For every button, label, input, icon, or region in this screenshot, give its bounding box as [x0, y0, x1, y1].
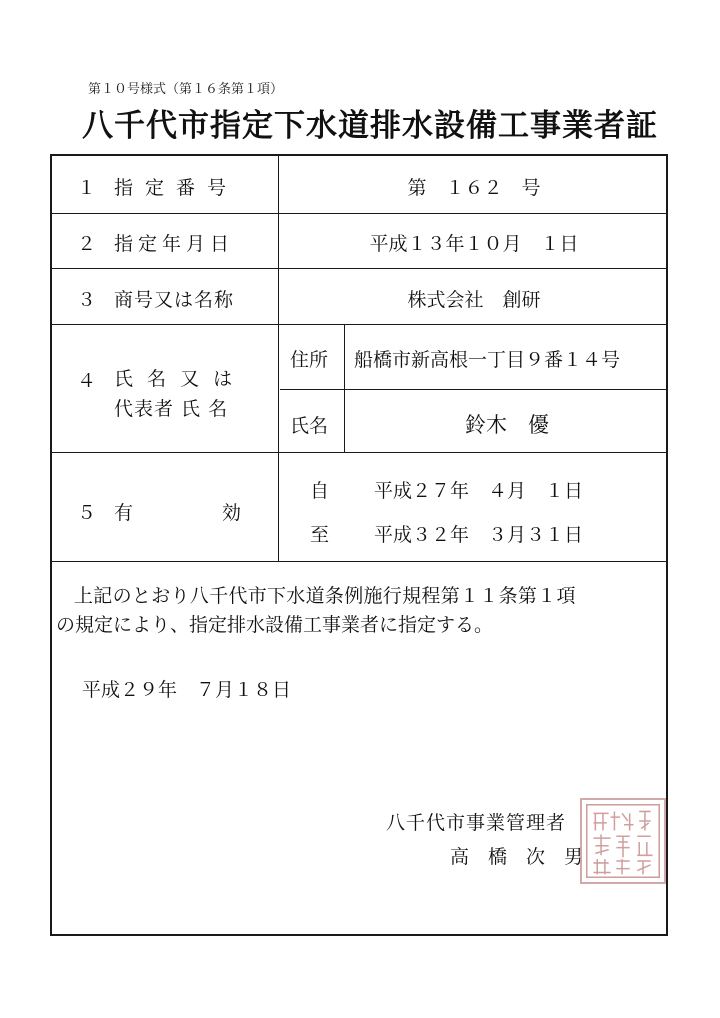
row3-label: 商号又は名称 [114, 289, 235, 311]
designation-number: 第 １６２ 号 [407, 177, 541, 199]
issuer-name: 高 橋 次 男 [450, 846, 584, 868]
designation-date: 平成１３年１０月 １日 [369, 233, 579, 255]
row-divider [52, 213, 666, 214]
column-divider [278, 156, 279, 561]
row4-label-line1: 氏 名 又 は [114, 368, 237, 390]
row-divider [52, 324, 666, 325]
company-name: 株式会社 創研 [407, 289, 541, 311]
row1-label: 指定番号 [114, 177, 239, 199]
form-number: 第１０号様式（第１６条第１項） [88, 82, 284, 97]
valid-from-label: 自 [310, 480, 330, 502]
row1-number: １ [77, 177, 97, 199]
address-value: 船橋市新高根一丁目９番１４号 [354, 349, 621, 371]
valid-from-date: 平成２７年 ４月 １日 [374, 480, 584, 502]
official-seal-icon [580, 798, 666, 884]
statement-line1: 上記のとおり八千代市下水道条例施行規程第１１条第１項 [74, 585, 576, 607]
issue-date: 平成２９年 ７月１８日 [82, 679, 292, 701]
row-divider [52, 452, 666, 453]
valid-to-label: 至 [310, 524, 330, 546]
certificate-frame [50, 154, 668, 936]
validity-label-left: 有 [114, 502, 134, 524]
row4-label-line2: 代表者 氏 名 [114, 398, 229, 420]
row3-number: ３ [77, 289, 97, 311]
row5-number: ５ [77, 502, 97, 524]
issuer-organization: 八千代市事業管理者 [386, 812, 567, 834]
valid-to-date: 平成３２年 ３月３１日 [374, 524, 584, 546]
row4-number: ４ [77, 370, 97, 392]
row2-label: 指定年月日 [114, 233, 235, 255]
row-divider [52, 268, 666, 269]
statement-line2: の規定により、指定排水設備工事業者に指定する。 [56, 614, 494, 636]
sub-row-divider [280, 389, 668, 390]
address-label: 住所 [290, 349, 329, 371]
validity-label-right: 効 [222, 502, 242, 524]
column-divider [344, 324, 345, 452]
representative-name: 鈴木 優 [465, 413, 549, 437]
seal-glyphs [582, 800, 664, 882]
name-label: 氏名 [290, 415, 329, 437]
row2-number: ２ [77, 233, 97, 255]
row-divider [52, 561, 666, 562]
document-title: 八千代市指定下水道排水設備工事業者証 [82, 108, 658, 144]
